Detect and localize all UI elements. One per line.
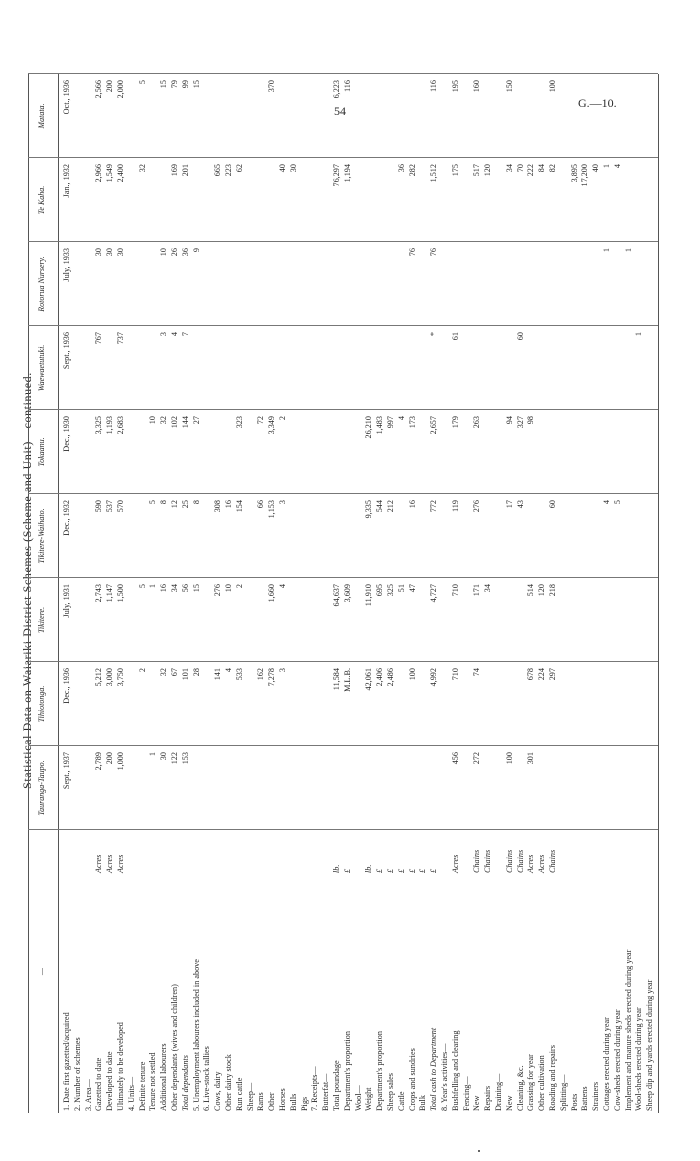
row-label: Battens	[580, 1086, 590, 1111]
table-cell: 51	[396, 584, 406, 593]
row-label: 1. Date first gazetted/acquired	[62, 1012, 71, 1111]
table-cell: 47	[407, 584, 417, 593]
row-label: Bulk	[418, 1095, 428, 1111]
table-cell: 665	[213, 164, 223, 177]
table-cell: 72	[256, 416, 266, 425]
table-cell: 160	[472, 80, 482, 93]
table-cell: 2,566	[94, 80, 104, 99]
row-label: Sheep—	[245, 1082, 255, 1111]
table-cell: 116	[342, 80, 352, 92]
table-cell: 34	[170, 584, 179, 593]
table-cell: 297	[548, 668, 557, 681]
table-cell: 997	[386, 416, 395, 429]
row-label: Total dependants	[180, 1055, 190, 1111]
table-cell: *	[429, 332, 439, 337]
row-label: Additional labourers	[159, 1043, 169, 1111]
table-cell: 4	[602, 500, 611, 505]
table-cell: 276	[213, 584, 223, 597]
table-cell: Dec., 1930	[62, 416, 71, 452]
row-unit: £	[429, 868, 439, 873]
table-cell: 1,000	[116, 752, 125, 771]
table-cell: 40	[591, 164, 601, 173]
table-cell: 1	[148, 584, 158, 589]
table-cell: 6,223	[332, 80, 341, 99]
row-label: Bulls	[288, 1093, 298, 1111]
table-cell: 36	[180, 248, 190, 257]
table-cell: 370	[267, 80, 277, 93]
table-cell: 30	[288, 164, 298, 173]
row-label: Crops and sundries	[407, 1048, 417, 1111]
row-label: Cows, dairy	[213, 1071, 223, 1111]
table-cell: 3,750	[116, 668, 125, 687]
row-label: 8. Year's activities—	[440, 1043, 449, 1111]
row-label: Sheep sales	[386, 1073, 395, 1111]
table-cell: 323	[234, 416, 244, 429]
table-cell: 695	[375, 584, 385, 597]
table-cell: 7	[180, 332, 190, 337]
table-rule	[28, 74, 29, 1113]
row-label: New	[472, 1095, 482, 1111]
table-cell: 10	[159, 248, 169, 257]
scan-speck	[478, 1150, 480, 1152]
row-label: Other	[267, 1092, 277, 1111]
table-cell: 66	[256, 500, 266, 509]
table-cell: 456	[450, 752, 460, 765]
table-cell: 1	[148, 752, 158, 757]
row-label: Grassing for year	[526, 1054, 536, 1111]
table-cell: 4	[224, 668, 233, 673]
table-cell: 82	[548, 164, 557, 173]
row-label: Wool—	[353, 1085, 363, 1111]
table-title: Statistical Data on Waiariki District Schemes (Scheme and Unit)—continued.	[20, 372, 34, 789]
table-cell: 42,061	[364, 668, 374, 691]
table-cell: 61	[450, 332, 460, 341]
table-cell: 32	[159, 668, 169, 677]
table-cell: 533	[234, 668, 244, 681]
row-label: Horses	[278, 1088, 287, 1111]
column-header: Matata.	[37, 103, 46, 129]
table-cell: 1,147	[105, 584, 115, 603]
row-label: 5. Unemployment labourers included in above	[191, 959, 201, 1111]
table-cell: 2,486	[386, 668, 395, 687]
row-unit: Acres	[537, 854, 547, 873]
row-label: Tenure not settled	[148, 1052, 158, 1111]
table-cell: 100	[548, 80, 557, 93]
table-cell: 710	[450, 584, 460, 597]
column-header: Tauranga-Taupo.	[37, 760, 46, 816]
row-label: Cottages erected during year	[602, 1017, 611, 1111]
table-cell: 2,000	[116, 80, 125, 99]
row-label: Fencing—	[461, 1076, 471, 1111]
page-number: 54	[334, 104, 346, 118]
table-cell: 1	[623, 248, 633, 253]
row-unit: Acres	[116, 854, 125, 873]
table-cell: 153	[180, 752, 190, 765]
table-cell: 179	[450, 416, 460, 429]
table-cell: 12	[170, 500, 179, 509]
table-cell: 9,335	[364, 500, 374, 519]
row-label: Department's proportion	[342, 1031, 352, 1111]
table-cell: 76,297	[332, 164, 341, 187]
table-cell: 3,349	[267, 416, 277, 435]
row-unit: Acres	[450, 854, 460, 873]
table-cell: 98	[526, 416, 536, 425]
row-label: Butterfat—	[321, 1073, 331, 1111]
table-cell: 710	[450, 668, 460, 681]
table-cell: 218	[548, 584, 557, 597]
table-cell: 2	[278, 416, 287, 421]
row-label: Repairs	[483, 1085, 493, 1111]
table-cell: 4	[612, 164, 622, 169]
table-cell: 56	[180, 584, 190, 593]
row-label: Posts	[569, 1093, 579, 1111]
table-cell: 767	[94, 332, 104, 345]
row-label: Department's proportion	[375, 1031, 385, 1111]
column-header: Waewaetutuki.	[37, 344, 46, 392]
column-header: Te Kaha.	[37, 185, 46, 215]
table-cell: 15	[159, 80, 169, 89]
table-cell: 36	[396, 164, 406, 173]
row-label: Sheep dip and yards erected during year	[645, 979, 655, 1111]
table-rule	[658, 74, 659, 1113]
table-cell: 222	[526, 164, 536, 177]
row-label: Run cattle	[234, 1077, 244, 1111]
row-label: Weight	[364, 1087, 374, 1111]
table-cell: 141	[213, 668, 223, 681]
table-row	[644, 74, 656, 1113]
table-cell: 30	[94, 248, 104, 257]
table-cell: 8	[191, 500, 201, 505]
table-cell: 102	[170, 416, 179, 429]
table-cell: 772	[429, 500, 439, 513]
table-cell: 171	[472, 584, 482, 597]
table-cell: 84	[537, 164, 547, 173]
table-cell: 3,609	[342, 584, 352, 603]
table-cell: 4,992	[429, 668, 439, 687]
table-cell: 7,278	[267, 668, 277, 687]
table-cell: 2	[137, 668, 147, 673]
page-reference: G.—10.	[578, 96, 617, 110]
table-cell: 154	[234, 500, 244, 513]
table-cell: 15	[191, 584, 201, 593]
table-cell: 5	[137, 584, 147, 589]
row-unit: Acres	[94, 854, 104, 873]
row-label: Implement and manure sheds erected during year	[623, 949, 633, 1111]
table-cell: 30	[159, 752, 169, 761]
table-cell: 34	[483, 584, 493, 593]
row-label: Total cash to Department	[429, 1027, 439, 1111]
table-cell: 119	[450, 500, 460, 512]
table-cell: 67	[170, 668, 179, 677]
table-cell: 162	[256, 668, 266, 681]
table-cell: 4	[170, 332, 179, 337]
table-cell: Sept., 1936	[62, 332, 71, 370]
row-label: Cleaning, &c.	[515, 1065, 525, 1111]
row-unit: lb.	[364, 864, 374, 873]
table-cell: 1,512	[429, 164, 439, 183]
column-header: Tikitere.	[37, 606, 46, 634]
row-label: Splitting—	[558, 1074, 568, 1111]
row-label: 3. Area—	[83, 1079, 93, 1111]
table-cell: 1,660	[267, 584, 277, 603]
table-cell: 16	[224, 500, 233, 509]
column-header: Tokaanu.	[37, 437, 46, 467]
statistics-table	[28, 73, 673, 1113]
table-cell: 32	[159, 416, 169, 425]
row-label: Draining—	[494, 1073, 503, 1111]
table-cell: 195	[450, 80, 460, 93]
table-cell: 116	[429, 80, 439, 92]
table-cell: Dec., 1932	[62, 500, 71, 536]
table-cell: 8	[159, 500, 169, 505]
table-cell: 100	[407, 668, 417, 681]
table-cell: 27	[191, 416, 201, 425]
table-cell: 26,210	[364, 416, 374, 439]
table-cell: 43	[515, 500, 525, 509]
table-cell: 120	[483, 164, 493, 177]
table-cell: 308	[213, 500, 223, 513]
table-cell: 175	[450, 164, 460, 177]
table-cell: Jan., 1932	[62, 164, 71, 198]
table-cell: 122	[170, 752, 179, 765]
row-unit: £	[386, 868, 395, 873]
table-cell: 3	[278, 500, 287, 505]
row-label: Strainers	[591, 1081, 601, 1111]
table-cell: 5	[148, 500, 158, 505]
table-cell: 34	[504, 164, 514, 173]
row-unit: Chains	[472, 849, 482, 873]
row-label: Wool-sheds erected during year	[634, 1007, 644, 1111]
table-cell: 1,193	[105, 416, 115, 435]
table-cell: July, 1931	[62, 584, 71, 618]
row-label: Cow-sheds erected during year	[612, 1009, 622, 1111]
row-label: Gazetted to date	[94, 1057, 104, 1111]
table-cell: 678	[526, 668, 536, 681]
table-cell: 2,400	[116, 164, 125, 183]
table-cell: 25	[180, 500, 190, 509]
table-cell: 2,966	[94, 164, 104, 183]
table-cell: 5	[137, 80, 147, 85]
row-label: Definite tenure	[137, 1061, 147, 1111]
table-cell: 100	[504, 752, 514, 765]
table-cell: 120	[537, 584, 547, 597]
table-cell: 200	[105, 80, 115, 93]
table-cell: 173	[407, 416, 417, 429]
column-header: —	[37, 967, 46, 976]
row-unit: Chains	[504, 849, 514, 873]
column-header: Tihiotonga.	[37, 685, 46, 723]
table-cell: 74	[472, 668, 482, 677]
table-cell: 282	[407, 164, 417, 177]
row-label: 2. Number of schemes	[72, 1037, 82, 1111]
row-unit: £	[375, 868, 385, 873]
row-label: Bushfelling and clearing	[450, 1030, 460, 1111]
row-label: Total poundage	[332, 1060, 341, 1111]
table-cell: 17	[504, 500, 514, 509]
row-unit: Chains	[515, 849, 525, 873]
table-cell: 99	[180, 80, 190, 89]
table-cell: 79	[170, 80, 179, 89]
table-cell: 5,212	[94, 668, 104, 687]
table-cell: 212	[386, 500, 395, 513]
table-cell: 144	[180, 416, 190, 429]
row-label: Developed to date	[105, 1051, 115, 1111]
row-unit: £	[342, 868, 352, 873]
row-unit: Acres	[105, 854, 115, 873]
row-label: Rams	[256, 1092, 266, 1111]
table-cell: 5	[612, 500, 622, 505]
table-cell: 32	[137, 164, 147, 173]
table-cell: 60	[515, 332, 525, 341]
table-cell: Oct., 1936	[62, 80, 71, 115]
table-cell: 1,483	[375, 416, 385, 435]
row-unit: £	[396, 868, 406, 873]
table-cell: 60	[548, 500, 557, 509]
column-header: Rotorua Nursery.	[37, 256, 46, 312]
table-cell: 544	[375, 500, 385, 513]
row-label: New	[504, 1095, 514, 1111]
table-cell: 15	[191, 80, 201, 89]
table-cell: 327	[515, 416, 525, 429]
table-cell: 150	[504, 80, 514, 93]
table-rule	[58, 74, 59, 1113]
row-unit: Acres	[526, 854, 536, 873]
table-cell: 4	[396, 416, 406, 421]
table-cell: 94	[504, 416, 514, 425]
table-cell: Dec., 1936	[62, 668, 71, 704]
row-label: Pigs	[299, 1096, 309, 1111]
table-cell: 2,683	[116, 416, 125, 435]
table-cell: 1,194	[342, 164, 352, 183]
row-unit: Chains	[483, 849, 493, 873]
table-cell: 1,153	[267, 500, 277, 519]
table-cell: 223	[224, 164, 233, 177]
table-cell: 1,549	[105, 164, 115, 183]
table-cell: 4	[278, 584, 287, 589]
table-cell: 2,406	[375, 668, 385, 687]
table-cell: 3	[159, 332, 169, 337]
table-cell: 17,200	[580, 164, 590, 187]
table-cell: 30	[105, 248, 115, 257]
table-cell: 1,500	[116, 584, 125, 603]
row-label: Other cultivation	[537, 1055, 547, 1111]
table-cell: July, 1933	[62, 248, 71, 282]
table-cell: 2,743	[94, 584, 104, 603]
table-cell: 276	[472, 500, 482, 513]
table-cell: 169	[170, 164, 179, 177]
table-cell: 62	[234, 164, 244, 173]
table-cell: 40	[278, 164, 287, 173]
row-label: 7. Receipts—	[310, 1066, 320, 1111]
row-unit: Chains	[548, 849, 557, 873]
table-cell: 590	[94, 500, 104, 513]
table-cell: 570	[116, 500, 125, 513]
table-cell: 263	[472, 416, 482, 429]
table-cell: 537	[105, 500, 115, 513]
table-cell: 200	[105, 752, 115, 765]
table-cell: 16	[159, 584, 169, 593]
row-label: Ultimately to be developed	[116, 1022, 125, 1111]
row-label: Cattle	[396, 1091, 406, 1111]
table-cell: 1	[634, 332, 644, 337]
row-unit: lb.	[332, 864, 341, 873]
table-cell: 517	[472, 164, 482, 177]
table-cell: 3,325	[94, 416, 104, 435]
row-unit: £	[407, 868, 417, 873]
row-unit: £	[418, 868, 428, 873]
table-cell: 101	[180, 668, 190, 681]
column-header: Tikitere-Waihato.	[37, 508, 46, 564]
row-label: Other dependants (wives and children)	[170, 984, 179, 1111]
table-cell: 3,895	[569, 164, 579, 183]
table-cell: 11,584	[332, 668, 341, 691]
table-cell: 514	[526, 584, 536, 597]
row-label: Roading and repairs	[548, 1045, 557, 1111]
table-cell: 64,637	[332, 584, 341, 607]
table-cell: 76	[429, 248, 439, 257]
table-cell: M.L.B.	[342, 668, 352, 692]
row-label: Other dairy stock	[224, 1054, 233, 1111]
row-label: 4. Units—	[126, 1076, 136, 1111]
table-cell: 325	[386, 584, 395, 597]
table-cell: 224	[537, 668, 547, 681]
table-cell: 10	[224, 584, 233, 593]
table-cell: 1	[602, 164, 611, 169]
table-cell: 10	[148, 416, 158, 425]
table-cell: 1	[602, 248, 611, 253]
table-cell: 70	[515, 164, 525, 173]
table-cell: 3	[278, 668, 287, 673]
table-cell: 11,910	[364, 584, 374, 607]
row-label: 6. Live-stock tallies	[202, 1046, 212, 1111]
table-cell: 16	[407, 500, 417, 509]
table-cell: 76	[407, 248, 417, 257]
table-cell: 30	[116, 248, 125, 257]
table-cell: 2,657	[429, 416, 439, 435]
table-cell: 9	[191, 248, 201, 253]
table-cell: 737	[116, 332, 125, 345]
table-cell: 2	[234, 584, 244, 589]
table-cell: 2,789	[94, 752, 104, 771]
table-cell: 301	[526, 752, 536, 765]
table-cell: 26	[170, 248, 179, 257]
table-cell: 272	[472, 752, 482, 765]
table-cell: 3,000	[105, 668, 115, 687]
table-cell: 28	[191, 668, 201, 677]
table-cell: Sept., 1937	[62, 752, 71, 790]
table-cell: 201	[180, 164, 190, 177]
table-cell: 4,727	[429, 584, 439, 603]
